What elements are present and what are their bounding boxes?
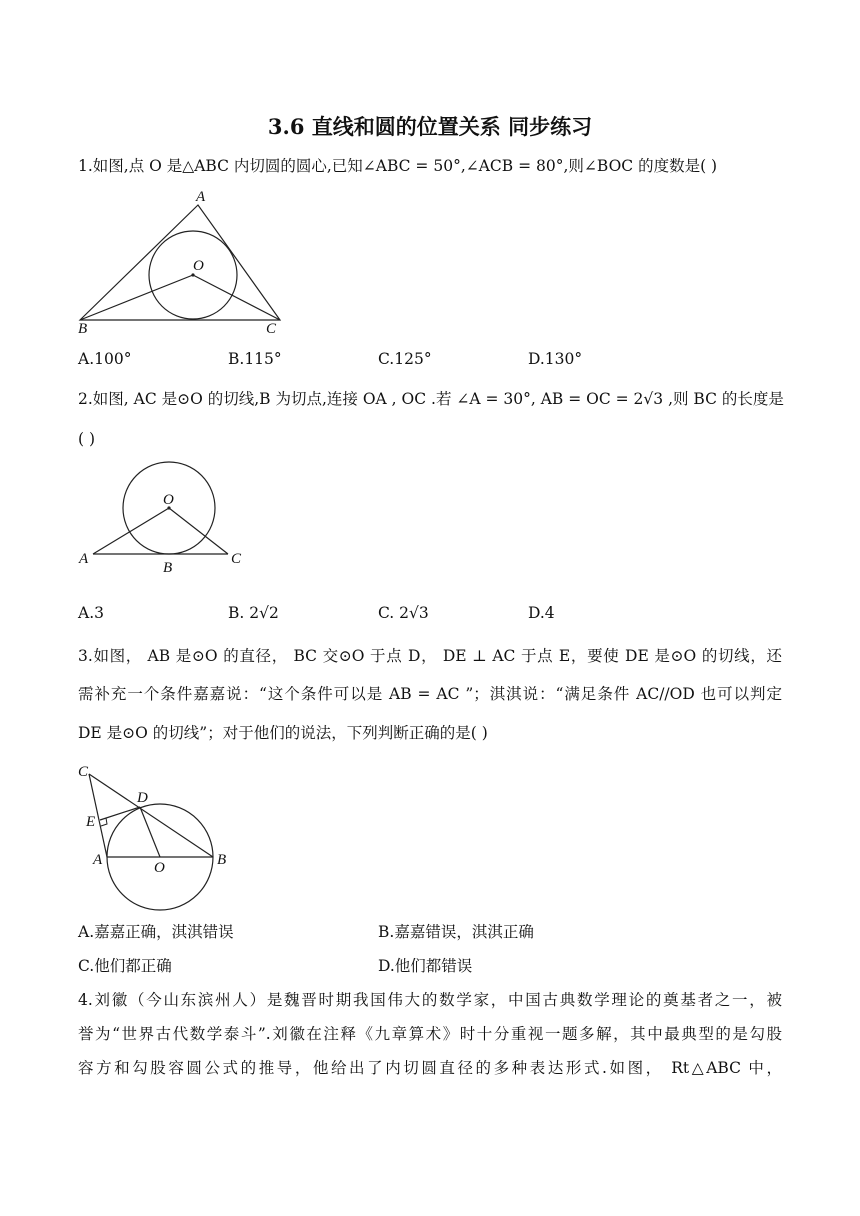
q1-option-d[interactable]: D.130°	[528, 350, 583, 368]
q1-label-c: C	[266, 321, 277, 337]
q4-line1: 4.刘徽（今山东滨州人）是魏晋时期我国伟大的数学家，中国古典数学理论的奠基者之一，被	[78, 991, 782, 1009]
q1-label-o: O	[193, 258, 204, 274]
q2-label-c: C	[231, 551, 242, 567]
q3-option-a[interactable]: A.嘉嘉正确，淇淇错误	[78, 923, 234, 941]
q3-label-o: O	[154, 860, 165, 876]
page-title: 3.6 直线和圆的位置关系 同步练习	[267, 114, 593, 139]
q2-option-a[interactable]: A.3	[78, 604, 104, 622]
q1-stem: 1.如图,点 O 是△ABC 内切圆的圆心,已知∠ABC = 50°,∠ACB = 80°,则∠BOC 的度数是( )	[78, 157, 718, 175]
q2-option-b[interactable]: B. 2√2	[228, 604, 279, 622]
q3-label-a: A	[93, 852, 103, 868]
q3-option-b[interactable]: B.嘉嘉错误，淇淇正确	[378, 923, 534, 941]
q2-option-d[interactable]: D.4	[528, 604, 555, 622]
q2-stem-line1: 2.如图, AC 是⊙O 的切线,B 为切点,连接 OA , OC .若 ∠A = 30°, AB = OC = 2√3 ,则 BC 的长度是	[78, 390, 784, 408]
q1-option-c[interactable]: C.125°	[378, 350, 432, 368]
q2-option-c[interactable]: C. 2√3	[378, 604, 429, 622]
q2-label-b: B	[163, 560, 173, 576]
q3-stem-line3: DE 是⊙O 的切线”；对于他们的说法，下列判断正确的是( )	[78, 724, 488, 742]
q3-stem-line1: 3.如图， AB 是⊙O 的直径， BC 交⊙O 于点 D， DE ⊥ AC 于点 E，要使 DE 是⊙O 的切线，还	[78, 647, 782, 665]
q4-line2: 誉为“世界古代数学泰斗”.刘徽在注释《九章算术》时十分重视一题多解，其中最典型的是勾股	[78, 1025, 782, 1043]
q2-label-o: O	[163, 492, 174, 508]
q3-option-d[interactable]: D.他们都错误	[378, 957, 473, 975]
q3-label-e: E	[86, 814, 96, 830]
q3-label-c: C	[78, 764, 89, 780]
q1-label-a: A	[196, 189, 206, 205]
q3-label-b: B	[217, 852, 227, 868]
q2-stem-line2: ( )	[78, 430, 96, 448]
q4-line3: 容方和勾股容圆公式的推导，他给出了内切圆直径的多种表达形式.如图， Rt△ABC 中，	[78, 1059, 782, 1077]
q1-label-b: B	[78, 321, 88, 337]
q2-label-a: A	[79, 551, 89, 567]
q3-option-c[interactable]: C.他们都正确	[78, 957, 172, 975]
q3-label-d: D	[137, 790, 148, 806]
q3-stem-line2: 需补充一个条件嘉嘉说：“这个条件可以是 AB = AC ”；淇淇说：“满足条件 AC//OD 也可以判定	[78, 685, 782, 703]
q1-option-b[interactable]: B.115°	[228, 350, 282, 368]
q1-option-a[interactable]: A.100°	[78, 350, 132, 368]
